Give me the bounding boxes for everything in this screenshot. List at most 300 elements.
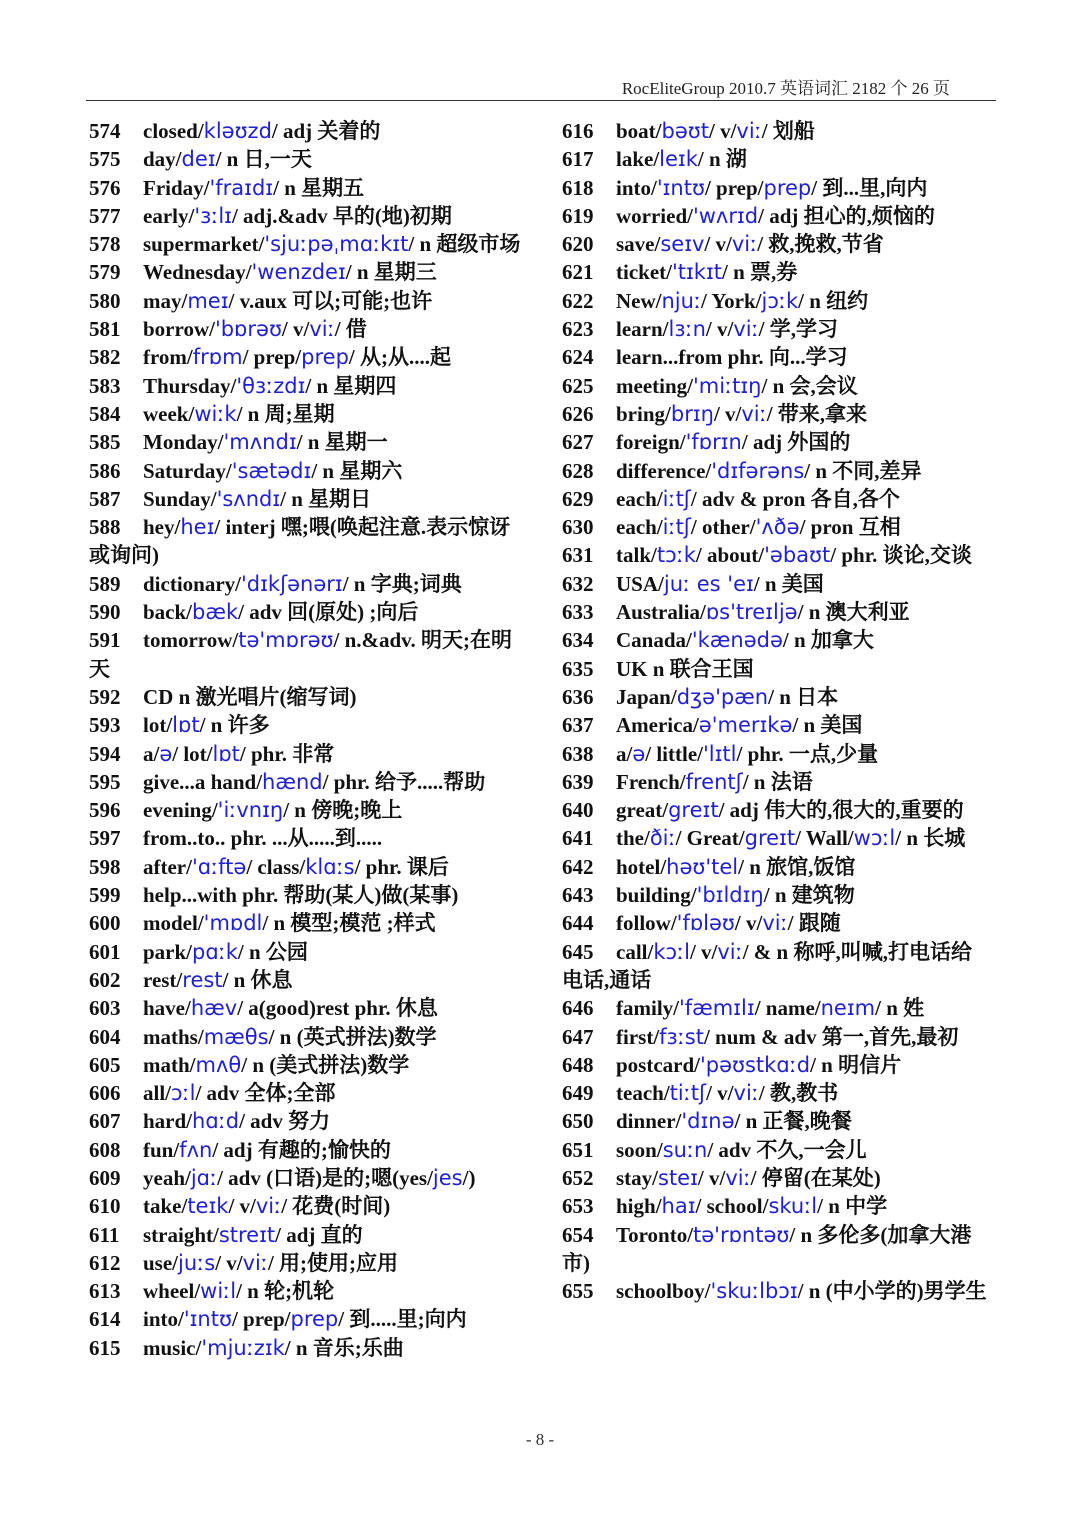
vocab-entry <box>562 428 994 456</box>
phonetic-transcription: 'pəʊstkɑːd <box>700 1052 811 1077</box>
phonetic-transcription: prep <box>290 1307 339 1332</box>
entry-text: / n 星期日 <box>280 486 372 511</box>
entry-text: tomorrow/ <box>143 628 239 653</box>
entry-number: 617 <box>562 147 594 172</box>
entry-text: a/ <box>143 741 160 766</box>
entry-text: maths/ <box>143 1024 204 1049</box>
phonetic-transcription: mæθs <box>203 1024 269 1049</box>
vocab-entry <box>89 1192 521 1220</box>
vocab-entry <box>562 824 994 852</box>
vocab-entry <box>89 598 521 626</box>
entry-number: 652 <box>562 1165 594 1190</box>
phonetic-transcription: lɒt <box>172 713 200 738</box>
entry-text: / n 星期四 <box>305 373 397 398</box>
entry-text: / n 周;星期 <box>236 401 335 426</box>
vocab-entry <box>562 853 994 881</box>
vocab-entry <box>89 909 521 937</box>
entry-text: / 花费(时间) <box>281 1194 391 1219</box>
vocab-entry <box>562 598 994 626</box>
phonetic-transcription: wiːk <box>194 401 237 426</box>
entry-text: Friday/ <box>143 175 210 200</box>
vocab-entry <box>562 768 994 796</box>
entry-number: 616 <box>562 119 594 143</box>
phonetic-transcription: 'fraɪdɪ <box>209 175 274 200</box>
entry-text: learn...from phr. 向...学习 <box>616 345 848 370</box>
entry-text: use/ <box>143 1250 179 1275</box>
phonetic-transcription: mʌθ <box>195 1052 242 1077</box>
entry-text: Canada/ <box>616 628 692 653</box>
entry-text: Saturday/ <box>143 458 232 483</box>
entry-text: / prep/ <box>231 1307 291 1332</box>
phonetic-transcription: wɔːl <box>853 826 896 851</box>
vocab-entry <box>562 400 994 428</box>
entry-number: 606 <box>89 1081 121 1106</box>
phonetic-transcription: juːs <box>178 1250 216 1275</box>
entry-text: / 停留(在某处) <box>750 1165 881 1190</box>
vocab-entry <box>562 881 994 909</box>
phonetic-transcription: viː <box>717 939 743 964</box>
phonetic-transcription: greɪt <box>668 798 719 823</box>
entry-text: / n 中学 <box>817 1194 888 1219</box>
entry-number: 590 <box>89 600 121 625</box>
entry-text: day/ <box>143 147 182 172</box>
entry-text: / n 旅馆,饭馆 <box>738 854 856 879</box>
vocab-entry <box>562 117 994 145</box>
entry-text: / school/ <box>695 1194 769 1219</box>
vocab-entry <box>562 202 994 230</box>
phonetic-transcription: viː <box>255 1194 282 1219</box>
entry-text: a/ <box>616 741 633 766</box>
entry-text: foreign/ <box>616 430 686 455</box>
phonetic-transcription: 'mɒdl <box>203 911 263 936</box>
entry-text: follow/ <box>616 911 677 936</box>
entry-text: yeah/ <box>143 1165 191 1190</box>
entry-text: / adv 努力 <box>239 1109 331 1134</box>
phonetic-transcription: fɜːst <box>659 1024 704 1049</box>
phonetic-transcription: njuː <box>661 288 702 313</box>
entry-number: 621 <box>562 260 594 285</box>
phonetic-transcription: klɑːs <box>305 854 355 879</box>
entry-text: / 到.....里;向内 <box>338 1307 467 1332</box>
phonetic-transcription: həʊ'tel <box>666 854 739 879</box>
entry-text: / 跟随 <box>787 911 841 936</box>
entry-text: / n 字典;词典 <box>342 571 462 596</box>
phonetic-transcription: 'mʌndɪ <box>223 430 297 455</box>
entry-text: Sunday/ <box>143 486 217 511</box>
entry-text: / Great/ <box>675 826 745 851</box>
vocab-entry <box>562 457 994 485</box>
phonetic-transcription: deɪ <box>181 147 216 172</box>
entry-number: 607 <box>89 1109 121 1134</box>
entry-number: 622 <box>562 288 594 313</box>
entry-text: / n 模型;模范 ;样式 <box>262 911 436 936</box>
entry-number: 578 <box>89 232 121 257</box>
entry-number: 614 <box>89 1307 121 1332</box>
entry-text: may/ <box>143 288 188 313</box>
entry-text: / interj 嘿;喂(唤起注意.表示惊讶或询问) <box>89 515 511 568</box>
entry-text: ticket/ <box>616 260 672 285</box>
phonetic-transcription: ðiː <box>649 826 676 851</box>
entry-text: call/ <box>616 939 654 964</box>
entry-number: 594 <box>89 741 121 766</box>
entry-text: / n 星期三 <box>345 260 437 285</box>
phonetic-transcription: viː <box>736 119 762 143</box>
entry-text: / n 星期六 <box>311 458 403 483</box>
vocab-entry <box>89 1136 521 1164</box>
phonetic-transcription: bæk <box>192 600 239 625</box>
entry-text: / n 美国 <box>753 571 824 596</box>
entry-text: / name/ <box>754 996 821 1021</box>
entry-text: / v/ <box>706 1081 734 1106</box>
entry-text: first/ <box>616 1024 660 1049</box>
entry-text: / 用;使用;应用 <box>267 1250 399 1275</box>
entry-text: straight/ <box>143 1222 219 1247</box>
phonetic-transcription: prep <box>763 175 812 200</box>
entry-number: 634 <box>562 628 594 653</box>
vocab-entry <box>89 485 521 513</box>
vocab-entry <box>89 570 521 598</box>
vocab-entry <box>89 202 521 230</box>
entry-text: / phr. 课后 <box>354 854 449 879</box>
entry-number: 608 <box>89 1137 121 1162</box>
vocab-entry <box>89 683 521 711</box>
entry-text: / n 休息 <box>222 967 293 992</box>
vocab-entry <box>562 343 994 371</box>
entry-text: / n 多伦多(加拿大港市) <box>562 1222 972 1275</box>
phonetic-transcription: streɪt <box>218 1222 276 1247</box>
phonetic-transcription: 'ɑːftə <box>191 854 247 879</box>
vocab-entry <box>89 711 521 739</box>
entry-text: / lot/ <box>172 741 213 766</box>
vocab-entry <box>562 258 994 286</box>
phonetic-transcription: viː <box>762 911 788 936</box>
entry-text: dictionary/ <box>143 571 241 596</box>
phonetic-transcription: heɪ <box>180 515 215 540</box>
entry-number: 642 <box>562 854 594 879</box>
entry-text: / v.aux 可以;可能;也许 <box>228 288 433 313</box>
entry-text: / v/ <box>697 1165 726 1190</box>
phonetic-transcription: tiːtʃ <box>669 1081 707 1106</box>
entry-number: 633 <box>562 600 594 625</box>
phonetic-transcription: 'fɒrɪn <box>685 430 742 455</box>
phonetic-transcription: 'dɪfərəns <box>711 458 805 483</box>
entry-text: / n 长城 <box>895 826 966 851</box>
header-rule <box>86 100 996 101</box>
entry-number: 625 <box>562 373 594 398</box>
vocab-entry <box>89 343 521 371</box>
entry-text: / n 湖 <box>697 147 747 172</box>
entry-text: / n 许多 <box>199 713 270 738</box>
phonetic-transcription: ə <box>159 741 173 766</box>
vocab-entry <box>89 768 521 796</box>
entry-text: / adj 直的 <box>275 1222 363 1247</box>
vocab-entry <box>562 230 994 258</box>
vocab-entry <box>89 400 521 428</box>
entry-text: / prep/ <box>704 175 764 200</box>
entry-number: 629 <box>562 486 594 511</box>
vocab-entry <box>562 909 994 937</box>
entry-text: building/ <box>616 883 697 908</box>
entry-text: / n 建筑物 <box>763 883 855 908</box>
entry-text: closed/ <box>143 119 204 143</box>
entry-text: difference/ <box>616 458 712 483</box>
entry-text: / 教,教书 <box>758 1081 839 1106</box>
entry-text: teach/ <box>616 1081 670 1106</box>
vocab-entry <box>89 258 521 286</box>
entry-number: 649 <box>562 1081 594 1106</box>
entry-text: borrow/ <box>143 317 215 342</box>
phonetic-transcription: lɜːn <box>668 317 706 342</box>
entry-number: 647 <box>562 1024 594 1049</box>
vocab-entry <box>562 1277 994 1305</box>
phonetic-transcription: viː <box>731 232 758 257</box>
phonetic-transcription: viː <box>725 1165 751 1190</box>
phonetic-transcription: 'bɒrəʊ <box>214 317 282 342</box>
phonetic-transcription: frentʃ <box>685 769 743 794</box>
entry-text: / n 美国 <box>792 713 863 738</box>
entry-text: / n 日本 <box>768 684 839 709</box>
entry-number: 615 <box>89 1335 121 1360</box>
entry-number: 630 <box>562 515 594 540</box>
entry-text: lot/ <box>143 713 173 738</box>
entry-text: CD n 激光唱片(缩写词) <box>143 684 357 709</box>
entry-number: 585 <box>89 430 121 455</box>
entry-number: 640 <box>562 798 594 823</box>
vocab-entry <box>562 938 994 995</box>
entry-text: Australia/ <box>616 600 706 625</box>
entry-number: 632 <box>562 571 594 596</box>
entry-number: 574 <box>89 119 121 143</box>
entry-number: 575 <box>89 147 121 172</box>
phonetic-transcription: suːn <box>662 1137 708 1162</box>
vocab-entry <box>89 145 521 173</box>
entry-text: / n 姓 <box>875 996 925 1021</box>
phonetic-transcription: viː <box>733 1081 759 1106</box>
phonetic-transcription: viː <box>242 1250 268 1275</box>
phonetic-transcription: viː <box>309 317 335 342</box>
vocab-entry <box>562 315 994 343</box>
vocab-entry <box>89 1305 521 1333</box>
entry-text: / adv & pron 各自,各个 <box>690 486 900 511</box>
vocab-entry <box>89 824 521 852</box>
phonetic-transcription: lɒt <box>212 741 240 766</box>
vocab-entry <box>89 1164 521 1192</box>
entry-text: bring/ <box>616 401 671 426</box>
entry-text: rest/ <box>143 967 183 992</box>
entry-number: 579 <box>89 260 121 285</box>
entry-number: 596 <box>89 798 121 823</box>
vocab-entry <box>89 994 521 1022</box>
phonetic-transcription: pɑːk <box>192 939 238 964</box>
entry-number: 602 <box>89 967 121 992</box>
entry-text: each/ <box>616 486 663 511</box>
entry-text: / adj 关着的 <box>271 119 381 143</box>
vocab-entry <box>562 513 994 541</box>
entry-number: 604 <box>89 1024 121 1049</box>
phonetic-transcription: ə <box>632 741 646 766</box>
entry-text: Monday/ <box>143 430 224 455</box>
entry-number: 577 <box>89 203 121 228</box>
page-header: RocEliteGroup 2010.7 英语词汇 2182 个 26 页 <box>621 79 950 98</box>
entry-text: / little/ <box>645 741 703 766</box>
vocab-entry <box>89 457 521 485</box>
vocab-entry <box>89 230 521 258</box>
entry-number: 654 <box>562 1222 594 1247</box>
entry-text: / n (美式拼法)数学 <box>241 1052 410 1077</box>
entry-text: / v/ <box>734 911 763 936</box>
entry-number: 636 <box>562 684 594 709</box>
phonetic-transcription: jɑː <box>190 1165 218 1190</box>
left-column <box>89 117 521 1362</box>
entry-text: / adj.&adv 早的(地)初期 <box>231 203 452 228</box>
phonetic-transcription: iːtʃ <box>662 515 691 540</box>
phonetic-transcription: rest <box>182 967 223 992</box>
entry-text: dinner/ <box>616 1109 682 1134</box>
phonetic-transcription: viː <box>741 401 767 426</box>
entry-text: / adv 不久,一会儿 <box>707 1137 867 1162</box>
phonetic-transcription: 'wʌrɪd <box>692 203 759 228</box>
vocab-entry <box>562 541 994 569</box>
phonetic-transcription: steɪ <box>658 1165 698 1190</box>
vocab-entry <box>89 428 521 456</box>
entry-number: 628 <box>562 458 594 483</box>
entry-number: 620 <box>562 232 594 257</box>
phonetic-transcription: 'fɒləʊ <box>676 911 735 936</box>
entry-text: stay/ <box>616 1165 658 1190</box>
entry-number: 593 <box>89 713 121 738</box>
phonetic-transcription: 'dɪnə <box>681 1109 735 1134</box>
entry-text: learn/ <box>616 317 669 342</box>
phonetic-transcription: hæv <box>190 996 238 1021</box>
vocab-entry <box>562 1079 994 1107</box>
entry-text: / other/ <box>690 515 756 540</box>
entry-text: hey/ <box>143 515 181 540</box>
entry-text: talk/ <box>616 543 657 568</box>
entry-number: 576 <box>89 175 121 200</box>
entry-text: back/ <box>143 600 193 625</box>
vocab-entry <box>89 1107 521 1135</box>
phonetic-transcription: 'θɜːzdɪ <box>236 373 306 398</box>
entry-text: / num & adv 第一,首先,最初 <box>703 1024 959 1049</box>
entry-text: / about/ <box>695 543 765 568</box>
entry-text: lake/ <box>616 147 660 172</box>
phonetic-transcription: 'sætədɪ <box>231 458 312 483</box>
entry-number: 587 <box>89 486 121 511</box>
entry-text: / v/ <box>708 119 737 143</box>
phonetic-transcription: hænd <box>262 769 323 794</box>
entry-text: meeting/ <box>616 373 693 398</box>
vocab-entry <box>562 796 994 824</box>
phonetic-transcription: jes <box>432 1165 463 1190</box>
entry-number: 612 <box>89 1250 121 1275</box>
entry-text: early/ <box>143 203 195 228</box>
vocab-entry <box>562 1107 994 1135</box>
phonetic-transcription: brɪŋ <box>670 401 714 426</box>
entry-number: 582 <box>89 345 121 370</box>
entry-text: fun/ <box>143 1137 180 1162</box>
entry-text: / v/ <box>705 317 734 342</box>
vocab-entry <box>562 485 994 513</box>
phonetic-transcription: 'dɪkʃənərɪ <box>241 571 343 596</box>
entry-text: high/ <box>616 1194 662 1219</box>
phonetic-transcription: ə'merɪkə <box>698 713 793 738</box>
entry-text: / v/ <box>228 1194 256 1219</box>
phonetic-transcription: 'sjuːpəˌmɑːkɪt <box>264 232 409 257</box>
entry-text: soon/ <box>616 1137 663 1162</box>
entry-text: / n 不同,差异 <box>804 458 922 483</box>
vocab-entry <box>562 287 994 315</box>
entry-text: wheel/ <box>143 1279 201 1304</box>
entry-text: from..to.. phr. ...从.....到..... <box>143 826 383 851</box>
phonetic-transcription: ɒs'treɪljə <box>705 600 798 625</box>
entry-text: hotel/ <box>616 854 667 879</box>
phonetic-transcription: tə'mɒrəʊ <box>238 628 334 653</box>
entry-text: model/ <box>143 911 204 936</box>
phonetic-transcription: neɪm <box>820 996 876 1021</box>
entry-text: / n 法语 <box>742 769 813 794</box>
entry-text: / n 澳大利亚 <box>797 600 910 625</box>
entry-number: 623 <box>562 317 594 342</box>
vocab-entry <box>89 966 521 994</box>
vocab-entry <box>562 994 994 1022</box>
vocab-entry <box>562 1164 994 1192</box>
vocab-entry <box>89 174 521 202</box>
phonetic-transcription: leɪk <box>659 147 698 172</box>
phonetic-transcription: 'fæmɪlɪ <box>679 996 755 1021</box>
vocab-entry <box>89 626 521 683</box>
entry-number: 605 <box>89 1052 121 1077</box>
vocab-entry <box>562 626 994 654</box>
entry-number: 589 <box>89 571 121 596</box>
entry-text: / & n 称呼,叫喊,打电话给 电话,通话 <box>562 939 972 992</box>
vocab-entry <box>89 513 521 570</box>
vocab-entry <box>89 740 521 768</box>
entry-number: 599 <box>89 883 121 908</box>
vocab-entry <box>89 796 521 824</box>
entry-number: 639 <box>562 769 594 794</box>
phonetic-transcription: greɪt <box>744 826 796 851</box>
entry-text: week/ <box>143 401 195 426</box>
entry-text: worried/ <box>616 203 693 228</box>
vocab-entry <box>562 740 994 768</box>
phonetic-transcription: dʒə'pæn <box>676 684 769 709</box>
entry-text: great/ <box>616 798 669 823</box>
phonetic-transcription: 'ɜːlɪ <box>194 203 232 228</box>
entry-text: / phr. 非常 <box>239 741 335 766</box>
vocab-entry <box>562 1051 994 1079</box>
entry-text: / 带来,拿来 <box>766 401 868 426</box>
phonetic-transcription: tɔːk <box>656 543 696 568</box>
vocab-entry <box>89 287 521 315</box>
entry-text: / adv 回(原处) ;向后 <box>238 600 419 625</box>
entry-text: Japan/ <box>616 684 677 709</box>
entry-number: 653 <box>562 1194 594 1219</box>
vocab-entry <box>89 1051 521 1079</box>
entry-text: USA/ <box>616 571 664 596</box>
phonetic-transcription: prep <box>301 345 349 370</box>
entry-text: all/ <box>143 1081 172 1106</box>
phonetic-transcription: 'skuːlbɔɪ <box>710 1279 798 1304</box>
vocab-entry <box>89 853 521 881</box>
entry-number: 637 <box>562 713 594 738</box>
vocab-entry <box>562 145 994 173</box>
vocab-entry <box>562 570 994 598</box>
phonetic-transcription: 'wenzdeɪ <box>251 260 346 285</box>
entry-text: / n 加拿大 <box>782 628 874 653</box>
entry-text: / n 日,一天 <box>215 147 312 172</box>
entry-text: / v/ <box>281 317 310 342</box>
entry-number: 635 <box>562 656 594 681</box>
